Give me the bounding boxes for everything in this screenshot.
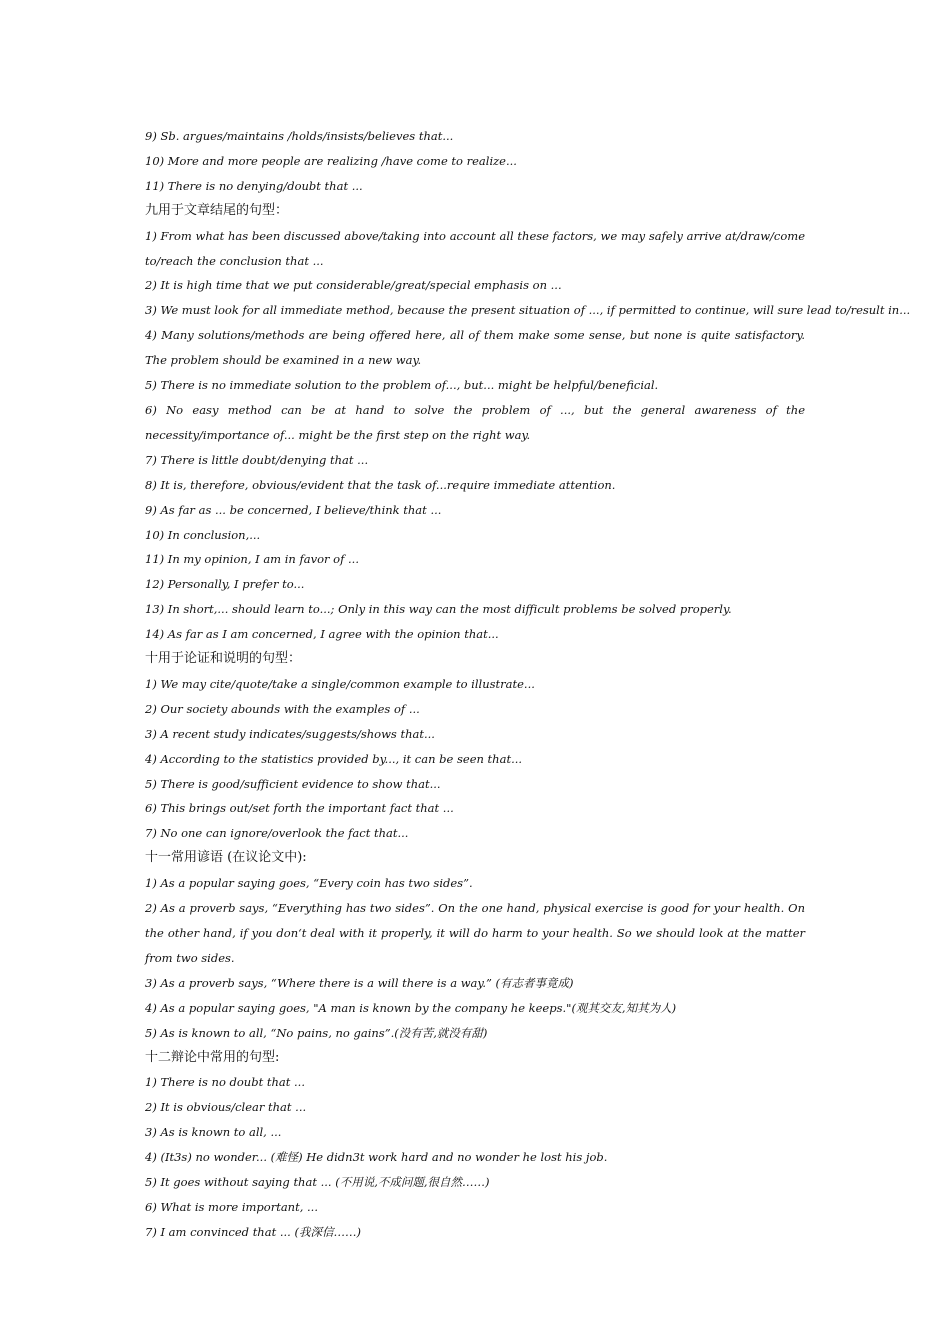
section-heading: 九用于文章结尾的句型： xyxy=(145,202,289,218)
sentence-pattern-item: 2) It is obvious/clear that ... xyxy=(145,1100,307,1115)
sentence-pattern-item: 11) In my opinion, I am in favor of ... xyxy=(145,552,359,567)
sentence-pattern-item: 2) It is high time that we put considerable/great/special emphasis on ... xyxy=(145,278,562,293)
sentence-pattern-item: 4) As a popular saying goes, "A man is known by the company he keeps."(观其交友,知其为人) xyxy=(145,1000,677,1015)
sentence-pattern-item: 9) As far as ... be concerned, I believe/think that ... xyxy=(145,502,442,517)
sentence-pattern-item: 5) As is known to all, “No pains, no gains”.(没有苦,就没有甜) xyxy=(145,1025,488,1040)
sentence-pattern-item: 7) No one can ignore/overlook the fact that... xyxy=(145,826,409,841)
sentence-pattern-item: 5) It goes without saying that ... (不用说,不成问题,很自然……) xyxy=(145,1175,490,1190)
sentence-pattern-item: 1) We may cite/quote/take a single/common example to illustrate... xyxy=(145,676,535,691)
sentence-pattern-item: 10) More and more people are realizing /have come to realize... xyxy=(145,153,517,168)
sentence-pattern-item: 4) According to the statistics provided by..., it can be seen that... xyxy=(145,751,523,766)
section-heading: 十用于论证和说明的句型： xyxy=(145,651,302,667)
sentence-pattern-item: 4) (It3s) no wonder... (难怪) He didn3t work hard and no wonder he lost his job. xyxy=(145,1150,608,1165)
sentence-pattern-item: 2) Our society abounds with the examples of ... xyxy=(145,701,420,716)
sentence-pattern-item: 3) We must look for all immediate method, because the present situation of ..., if permitted to continue, will sure lead to/result in... xyxy=(145,303,911,318)
sentence-pattern-item: 1) From what has been discussed above/taking into account all these factors, we may safely arrive at/draw/come to/reach the conclusion that ... xyxy=(145,228,805,268)
sentence-pattern-item: 10) In conclusion,... xyxy=(145,527,261,542)
sentence-pattern-item: 14) As far as I am concerned, I agree with the opinion that... xyxy=(145,627,499,642)
sentence-pattern-item: 5) There is good/sufficient evidence to show that... xyxy=(145,776,441,791)
document-body xyxy=(145,124,911,1245)
sentence-pattern-item: 1) As a popular saying goes, “Every coin has two sides”. xyxy=(145,876,473,891)
section-heading: 十一常用谚语 (在议论文中): xyxy=(145,850,307,866)
sentence-pattern-item: 3) As is known to all, ... xyxy=(145,1125,282,1140)
sentence-pattern-item: 5) There is no immediate solution to the problem of..., but... might be helpful/beneficial. xyxy=(145,378,659,393)
sentence-pattern-item: 6) What is more important, ... xyxy=(145,1199,318,1214)
sentence-pattern-item: 4) Many solutions/methods are being offered here, all of them make some sense, but none is quite satisfactory. The problem should be examined in a new way. xyxy=(145,328,805,368)
sentence-pattern-item: 6) No easy method can be at hand to solve the problem of ..., but the general awareness of the necessity/importance of... might be the first step on the right way. xyxy=(145,402,805,442)
section-heading: 十二辩论中常用的句型: xyxy=(145,1049,280,1065)
sentence-pattern-item: 2) As a proverb says, “Everything has two sides”. On the one hand, physical exercise is good for your health. On the other hand, if you don‘t deal with it properly, it will do harm to your health. So we should look at the matter from two sides. xyxy=(145,901,805,965)
sentence-pattern-item: 1) There is no doubt that ... xyxy=(145,1075,305,1090)
sentence-pattern-item: 6) This brings out/set forth the important fact that ... xyxy=(145,801,454,816)
sentence-pattern-item: 3) A recent study indicates/suggests/shows that... xyxy=(145,726,435,741)
sentence-pattern-item: 11) There is no denying/doubt that ... xyxy=(145,178,363,193)
sentence-pattern-item: 12) Personally, I prefer to... xyxy=(145,577,305,592)
sentence-pattern-item: 7) I am convinced that ... (我深信……) xyxy=(145,1224,361,1239)
sentence-pattern-item: 9) Sb. argues/maintains /holds/insists/believes that... xyxy=(145,129,454,143)
sentence-pattern-item: 3) As a proverb says, “Where there is a will there is a way.” (有志者事竟成) xyxy=(145,975,574,990)
sentence-pattern-item: 13) In short,... should learn to...; Only in this way can the most difficult problems be solved properly. xyxy=(145,602,732,617)
sentence-pattern-item: 8) It is, therefore, obvious/evident that the task of...require immediate attention. xyxy=(145,477,616,492)
sentence-pattern-item: 7) There is little doubt/denying that ... xyxy=(145,452,369,467)
